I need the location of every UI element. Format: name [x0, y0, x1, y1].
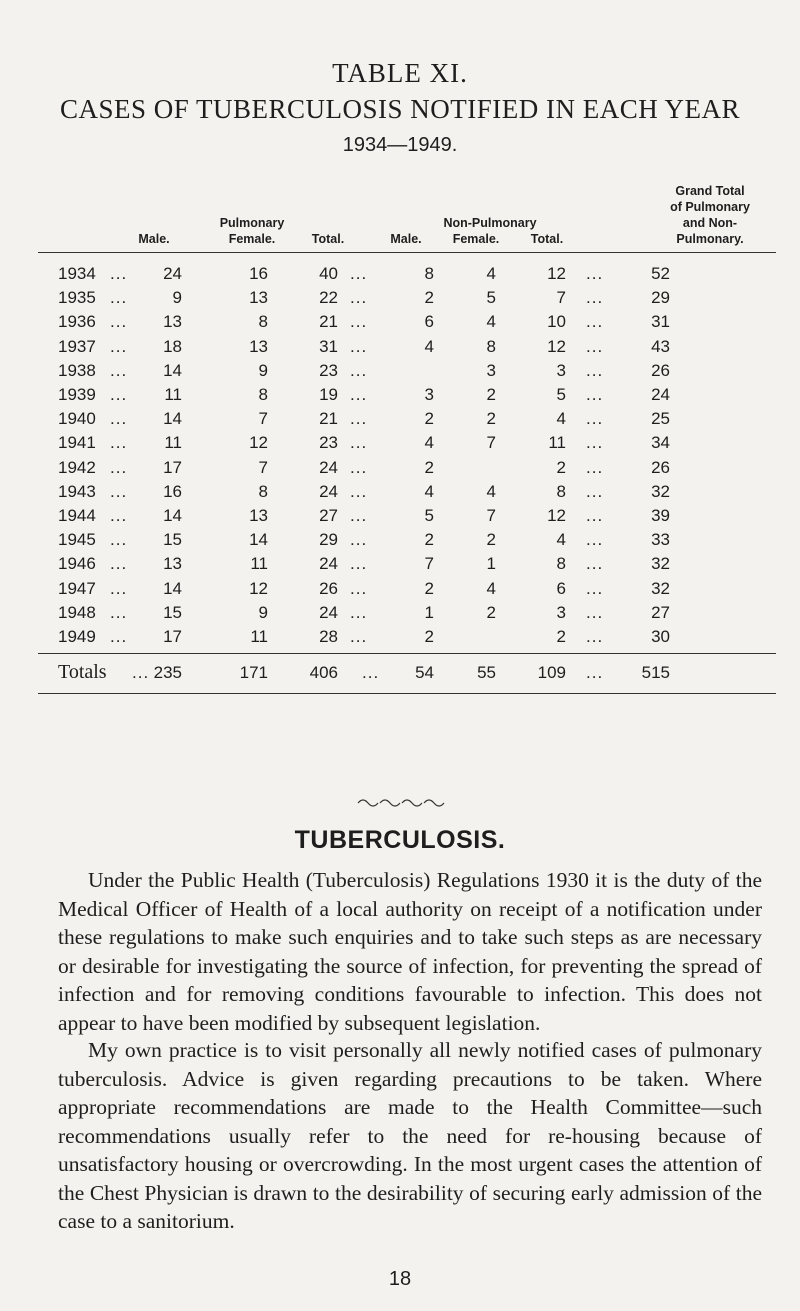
row-leader: ...	[350, 578, 368, 598]
totals-grand: 515	[641, 663, 670, 682]
row-leader: ...	[350, 457, 368, 477]
header-np-female: Female.	[452, 232, 500, 246]
cell-np-female: 1	[486, 554, 496, 574]
cell-total: 27	[319, 506, 338, 525]
cell-np-male: 2	[424, 530, 434, 550]
cell-np-female: 2	[486, 602, 496, 622]
cell-year: 1940	[58, 409, 96, 429]
row-leader: ...	[586, 602, 604, 622]
cell-year: 1936	[58, 312, 96, 332]
cell-female: 7	[258, 409, 268, 429]
cell-grand: 39	[651, 506, 670, 525]
table-row	[0, 506, 800, 530]
page-number: 18	[388, 1268, 412, 1290]
row-leader: ...	[350, 530, 368, 550]
cell-total: 19	[319, 385, 338, 404]
cell-np-male: 5	[424, 506, 434, 525]
totals-female: 171	[239, 663, 268, 682]
header-grand-total: Grand Total of Pulmonary and Non- Pulmonary.	[670, 184, 750, 246]
totals-male: 235	[153, 663, 182, 682]
row-leader: ...	[110, 409, 128, 429]
cell-total: 26	[319, 578, 338, 598]
row-leader: ...	[350, 336, 368, 356]
cell-total: 21	[319, 312, 338, 332]
cell-np-total: 3	[556, 360, 566, 380]
row-leader: ...	[586, 663, 604, 682]
cell-np-total: 8	[556, 481, 566, 501]
cell-male: 14	[163, 506, 182, 525]
row-leader: ...	[350, 409, 368, 429]
table-row	[0, 458, 800, 482]
cell-male: 15	[163, 602, 182, 622]
header-np-total: Total.	[530, 232, 564, 246]
cell-year: 1943	[58, 481, 96, 501]
totals-np-female: 55	[477, 663, 496, 682]
cell-np-female: 8	[486, 336, 496, 356]
cell-female: 16	[249, 264, 268, 283]
decorative-ornament	[0, 796, 800, 815]
row-leader: ...	[110, 336, 128, 356]
row-leader: ...	[350, 554, 368, 574]
cell-female: 8	[258, 312, 268, 332]
table-row	[0, 312, 800, 336]
row-leader: ...	[362, 663, 380, 682]
cell-grand: 24	[651, 385, 670, 404]
row-leader: ...	[350, 264, 368, 283]
cell-female: 13	[249, 506, 268, 525]
cell-male: 16	[163, 481, 182, 501]
cell-male: 24	[163, 264, 182, 283]
cell-grand: 34	[651, 433, 670, 453]
row-leader: ...	[110, 481, 128, 501]
cell-year: 1946	[58, 554, 96, 574]
cell-np-female: 4	[486, 578, 496, 598]
row-leader: ...	[586, 336, 604, 356]
cell-male: 11	[164, 433, 182, 453]
cell-np-male: 3	[424, 385, 434, 404]
cell-grand: 33	[651, 530, 670, 550]
cell-year: 1947	[58, 578, 96, 598]
cell-grand: 32	[651, 578, 670, 598]
cell-female: 9	[258, 602, 268, 622]
row-leader: ...	[110, 433, 128, 453]
cell-grand: 52	[651, 264, 670, 283]
row-leader: ...	[350, 602, 368, 622]
row-leader: ...	[586, 433, 604, 453]
table-row	[0, 603, 800, 627]
table-number: TABLE XI.	[332, 58, 468, 88]
cell-total: 24	[319, 481, 338, 501]
cell-np-total: 12	[547, 336, 566, 356]
cell-np-male: 1	[424, 602, 434, 622]
cell-year: 1948	[58, 602, 96, 622]
header-np-male: Male.	[390, 232, 422, 246]
table-row	[0, 288, 800, 312]
cell-np-total: 2	[556, 627, 566, 646]
cell-np-male: 2	[424, 627, 434, 646]
cell-year: 1944	[58, 506, 96, 525]
row-leader: ...	[350, 481, 368, 501]
cell-np-total: 12	[547, 264, 566, 283]
cell-year: 1942	[58, 457, 96, 477]
cell-male: 17	[163, 457, 182, 477]
cell-np-total: 4	[556, 530, 566, 550]
cell-male: 14	[163, 578, 182, 598]
section-heading: TUBERCULOSIS.	[294, 826, 506, 854]
cell-grand: 26	[651, 360, 670, 380]
cell-np-female: 4	[486, 264, 496, 283]
cell-np-male: 4	[424, 336, 434, 356]
row-leader: ...	[586, 578, 604, 598]
cell-year: 1949	[58, 627, 96, 646]
cell-np-female: 2	[486, 409, 496, 429]
header-total: Total.	[311, 232, 345, 246]
cell-np-total: 4	[556, 409, 566, 429]
row-leader: ...	[110, 506, 128, 525]
row-leader: ...	[586, 288, 604, 308]
cell-male: 14	[163, 360, 182, 380]
row-leader: ...	[110, 385, 128, 404]
table-row	[0, 579, 800, 603]
cell-np-male: 8	[424, 264, 434, 283]
cell-grand: 32	[651, 554, 670, 574]
cell-female: 13	[249, 288, 268, 308]
cell-np-male: 2	[424, 457, 434, 477]
row-leader: ...	[350, 433, 368, 453]
table-row	[0, 433, 800, 457]
cell-year: 1938	[58, 360, 96, 380]
cell-np-female: 5	[486, 288, 496, 308]
cell-male: 11	[164, 385, 182, 404]
totals-rule	[38, 653, 776, 654]
row-leader: ...	[586, 457, 604, 477]
cell-total: 40	[319, 264, 338, 283]
row-leader: ...	[586, 360, 604, 380]
row-leader: ...	[350, 312, 368, 332]
row-leader: ...	[350, 627, 368, 646]
row-leader: ...	[132, 663, 150, 682]
row-leader: ...	[586, 481, 604, 501]
cell-year: 1945	[58, 530, 96, 550]
cell-grand: 27	[651, 602, 670, 622]
cell-female: 8	[258, 385, 268, 404]
header-male: Male.	[138, 232, 170, 246]
cell-total: 28	[319, 627, 338, 646]
table-row	[0, 264, 800, 288]
header-rule	[38, 252, 776, 253]
cell-np-female: 4	[486, 312, 496, 332]
cell-np-total: 5	[556, 385, 566, 404]
cell-year: 1934	[58, 264, 96, 283]
row-leader: ...	[110, 578, 128, 598]
cell-year: 1941	[58, 433, 96, 453]
cell-male: 13	[163, 312, 182, 332]
cell-year: 1935	[58, 288, 96, 308]
header-non-pulmonary: Non-Pulmonary	[443, 216, 537, 230]
row-leader: ...	[350, 288, 368, 308]
cell-np-total: 6	[556, 578, 566, 598]
cell-grand: 26	[651, 457, 670, 477]
cell-np-total: 11	[548, 433, 566, 453]
cell-np-male: 2	[424, 409, 434, 429]
cell-female: 12	[249, 433, 268, 453]
row-leader: ...	[350, 360, 368, 380]
cell-np-female: 4	[486, 481, 496, 501]
row-leader: ...	[586, 385, 604, 404]
table-period: 1934—1949.	[342, 134, 458, 156]
cell-female: 8	[258, 481, 268, 501]
row-leader: ...	[110, 530, 128, 550]
row-leader: ...	[586, 554, 604, 574]
cell-np-male: 6	[424, 312, 434, 332]
totals-row	[0, 663, 800, 687]
row-leader: ...	[586, 506, 604, 525]
cell-female: 12	[249, 578, 268, 598]
cell-np-male: 4	[424, 481, 434, 501]
totals-total: 406	[309, 663, 338, 682]
cell-np-female: 2	[486, 530, 496, 550]
totals-np-total: 109	[537, 663, 566, 682]
table-row	[0, 409, 800, 433]
row-leader: ...	[586, 264, 604, 283]
cell-np-total: 8	[556, 554, 566, 574]
cell-grand: 29	[651, 288, 670, 308]
cell-total: 23	[319, 360, 338, 380]
row-leader: ...	[110, 312, 128, 332]
cell-female: 14	[249, 530, 268, 550]
header-pulmonary: Pulmonary	[219, 216, 285, 230]
table-row	[0, 337, 800, 361]
cell-total: 23	[319, 433, 338, 453]
cell-female: 13	[249, 336, 268, 356]
cell-male: 9	[172, 288, 182, 308]
cell-grand: 25	[651, 409, 670, 429]
cell-np-total: 7	[556, 288, 566, 308]
cell-grand: 32	[651, 481, 670, 501]
cell-male: 15	[163, 530, 182, 550]
table-title: CASES OF TUBERCULOSIS NOTIFIED IN EACH YEAR	[59, 94, 741, 124]
cell-female: 7	[258, 457, 268, 477]
table-row	[0, 482, 800, 506]
cell-np-male: 2	[424, 578, 434, 598]
ornament-icon	[355, 796, 445, 810]
cell-male: 13	[163, 554, 182, 574]
cell-np-male: 2	[424, 288, 434, 308]
row-leader: ...	[110, 602, 128, 622]
row-leader: ...	[586, 530, 604, 550]
row-leader: ...	[110, 360, 128, 380]
cell-male: 18	[163, 336, 182, 356]
cell-male: 17	[163, 627, 182, 646]
row-leader: ...	[110, 627, 128, 646]
row-leader: ...	[586, 312, 604, 332]
table-row	[0, 385, 800, 409]
cell-total: 22	[319, 288, 338, 308]
cell-female: 11	[250, 554, 268, 574]
cell-grand: 30	[651, 627, 670, 646]
cell-total: 21	[319, 409, 338, 429]
paragraph-practice: My own practice is to visit personally all newly notified cases of pulmonary tuberculosis. Advice is given regarding precautions to be taken. Where appropriate recommendations are made to the Health Committee—such recommendations usually refer to the need for re-housing because of unsatisfactory housing or overcrowding. In the most urgent cases the attention of the Chest Physician is drawn to the desirability of securing early admission of the case to a sanitorium.	[58, 1038, 762, 1233]
cell-total: 24	[319, 554, 338, 574]
table-row	[0, 361, 800, 385]
cell-total: 24	[319, 457, 338, 477]
cell-grand: 43	[651, 336, 670, 356]
cell-np-male: 7	[424, 554, 434, 574]
row-leader: ...	[110, 457, 128, 477]
cell-total: 29	[319, 530, 338, 550]
cell-np-male: 4	[424, 433, 434, 453]
cell-grand: 31	[651, 312, 670, 332]
row-leader: ...	[110, 264, 128, 283]
paragraph-regulations: Under the Public Health (Tuberculosis) Regulations 1930 it is the duty of the Medical Officer of Health of a local authority on receipt of a notification under these regulations to make such enquiries and to take such steps as are necessary or desirable for investigating the source of infection, for preventing the spread of infection and for removing conditions favourable to infection. This does not appear to have been modified by subsequent legislation.	[58, 868, 762, 1035]
cell-year: 1939	[58, 385, 96, 404]
row-leader: ...	[586, 409, 604, 429]
table-row	[0, 627, 800, 651]
totals-np-male: 54	[415, 663, 434, 682]
row-leader: ...	[350, 506, 368, 525]
bottom-rule	[38, 693, 776, 694]
cell-np-female: 7	[486, 506, 496, 525]
cell-male: 14	[163, 409, 182, 429]
cell-np-female: 2	[486, 385, 496, 404]
table-row	[0, 554, 800, 578]
row-leader: ...	[110, 554, 128, 574]
cell-np-female: 7	[486, 433, 496, 453]
cell-np-total: 10	[547, 312, 566, 332]
row-leader: ...	[586, 627, 604, 646]
cell-np-total: 2	[556, 457, 566, 477]
cell-np-total: 3	[556, 602, 566, 622]
cell-female: 11	[250, 627, 268, 646]
row-leader: ...	[350, 385, 368, 404]
cell-np-female: 3	[486, 360, 496, 380]
cell-female: 9	[258, 360, 268, 380]
totals-label: Totals	[58, 661, 107, 683]
cell-total: 31	[319, 336, 338, 356]
cell-np-total: 12	[547, 506, 566, 525]
cell-year: 1937	[58, 336, 96, 356]
header-female: Female.	[228, 232, 276, 246]
cell-total: 24	[319, 602, 338, 622]
table-row	[0, 530, 800, 554]
row-leader: ...	[110, 288, 128, 308]
